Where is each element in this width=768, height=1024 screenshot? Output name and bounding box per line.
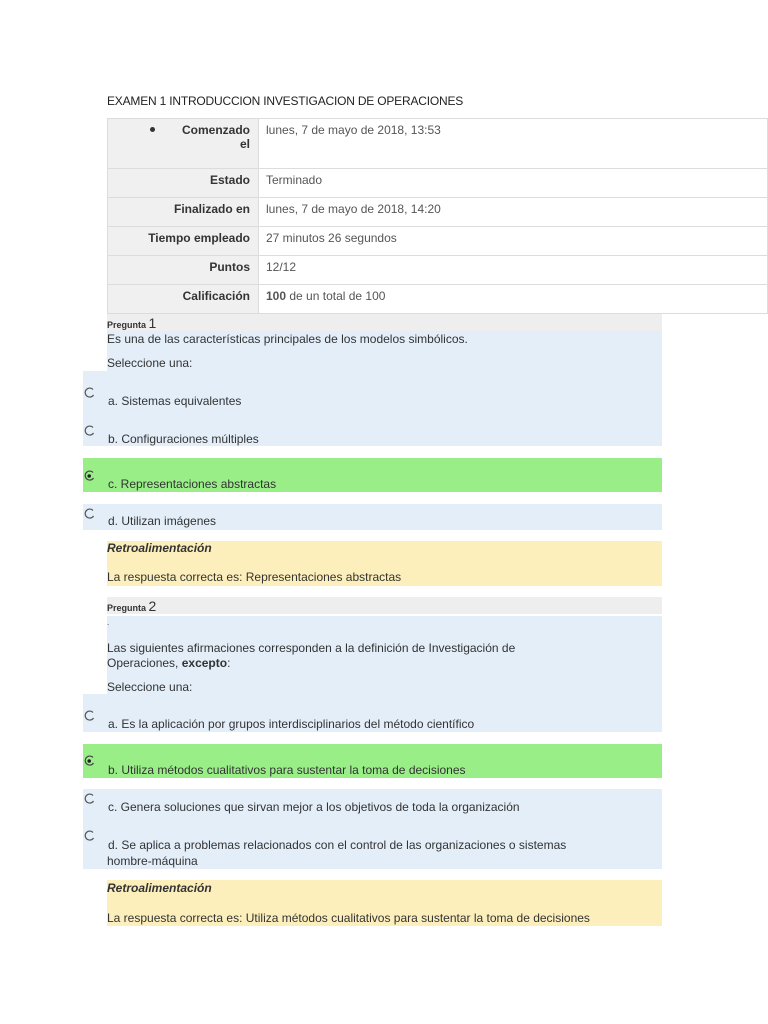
summary-row-time xyxy=(108,227,768,256)
summary-label: Finalizado en xyxy=(108,198,259,227)
radio-unselected-icon[interactable] xyxy=(84,830,96,842)
option-label: a. Sistemas equivalentes xyxy=(108,394,242,408)
question-label: Pregunta xyxy=(107,603,147,613)
question-2-text-line2: Operaciones, excepto: xyxy=(107,656,231,670)
attempt-summary-table xyxy=(107,118,768,314)
radio-unselected-icon[interactable] xyxy=(84,793,96,805)
feedback-title: Retroalimentación xyxy=(107,881,212,895)
summary-row-state xyxy=(108,169,768,198)
summary-value: 27 minutos 26 segundos xyxy=(259,227,768,256)
option-label: c. Genera soluciones que sirvan mejor a los objetivos de toda la organización xyxy=(108,800,520,814)
summary-label: Tiempo empleado xyxy=(108,227,259,256)
question-1-text: Es una de las características principales de los modelos simbólicos. xyxy=(107,332,468,346)
summary-value: Terminado xyxy=(259,169,768,198)
feedback-title: Retroalimentación xyxy=(107,541,212,555)
question-2-pre-dot: . xyxy=(107,618,110,627)
summary-value: 12/12 xyxy=(259,256,768,285)
question-2-text-line1: Las siguientes afirmaciones corresponden a la definición de Investigación de xyxy=(107,641,516,655)
summary-label: Puntos xyxy=(108,256,259,285)
option-label: a. Es la aplicación por grupos interdisciplinarios del método científico xyxy=(108,717,475,731)
summary-label: Comenzado el xyxy=(108,119,259,169)
question-2-header xyxy=(107,597,662,614)
option-label: c. Representaciones abstractas xyxy=(108,477,277,491)
radio-unselected-icon[interactable] xyxy=(84,710,96,722)
question-1-header xyxy=(107,314,662,331)
radio-selected-icon[interactable] xyxy=(84,755,96,767)
radio-unselected-icon[interactable] xyxy=(84,508,96,520)
radio-unselected-icon[interactable] xyxy=(84,425,96,437)
radio-selected-icon[interactable] xyxy=(84,470,96,482)
grade-value: 100 xyxy=(266,289,287,303)
bullet-icon xyxy=(150,127,155,132)
question-2-prompt: Seleccione una: xyxy=(107,680,193,694)
summary-value: lunes, 7 de mayo de 2018, 13:53 xyxy=(259,119,768,169)
option-label-continued: hombre-máquina xyxy=(107,854,198,868)
option-label: b. Utiliza métodos cualitativos para sustentar la toma de decisiones xyxy=(108,763,466,777)
option-label: d. Se aplica a problemas relacionados con el control de las organizaciones o sistemas xyxy=(108,838,567,852)
question-number: 1 xyxy=(148,315,157,331)
summary-label: Estado xyxy=(108,169,259,198)
grade-total: de un total de 100 xyxy=(286,289,386,303)
summary-value: lunes, 7 de mayo de 2018, 14:20 xyxy=(259,198,768,227)
option-label: d. Utilizan imágenes xyxy=(108,514,217,528)
summary-row-finished xyxy=(108,198,768,227)
option-label: b. Configuraciones múltiples xyxy=(108,432,259,446)
question-1-prompt: Seleccione una: xyxy=(107,356,193,370)
feedback-text: La respuesta correcta es: Utiliza métodos cualitativos para sustentar la toma de decisiones xyxy=(107,911,590,925)
summary-value xyxy=(259,285,768,314)
summary-row-grade xyxy=(108,285,768,314)
summary-row-started xyxy=(108,119,768,169)
question-number: 2 xyxy=(148,598,157,614)
question-label: Pregunta xyxy=(107,320,147,330)
summary-row-points xyxy=(108,256,768,285)
feedback-text: La respuesta correcta es: Representaciones abstractas xyxy=(107,570,402,584)
radio-unselected-icon[interactable] xyxy=(84,387,96,399)
emphasis-excepto: excepto xyxy=(181,656,228,670)
page-title: EXAMEN 1 INTRODUCCION INVESTIGACION DE OPERACIONES xyxy=(107,94,464,108)
summary-label: Calificación xyxy=(108,285,259,314)
